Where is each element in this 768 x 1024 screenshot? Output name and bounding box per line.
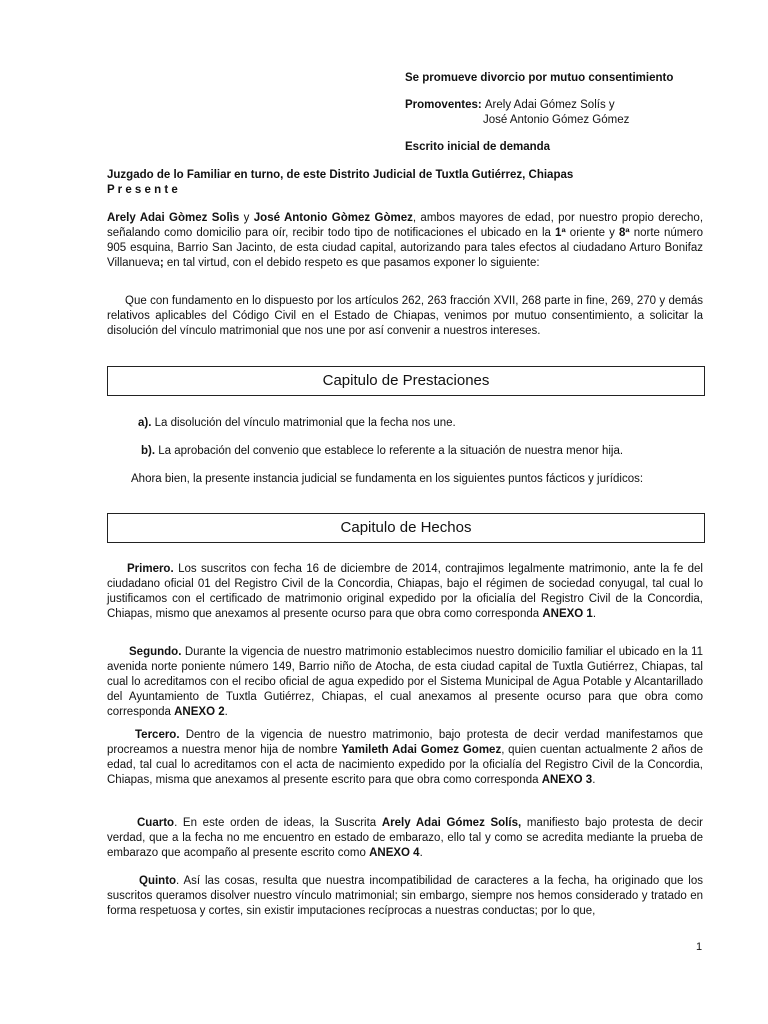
daughter-name: Yamileth Adai Gomez Gomez xyxy=(341,744,502,757)
prestacion-b xyxy=(141,445,623,457)
escrito-label: Escrito inicial de demanda xyxy=(405,141,551,153)
hecho-tercero: Tercero. Dentro de la vigencia de nuestro matrimonio, bajo protesta de decir verdad manifestamos que procreamos a nuestra menor hija de nombre Yamileth Adai Gomez Gomez, quien cuentan actualmente 2 años de edad, tal cual lo acreditamos con el acta de nacimiento expedido por la oficialía del Registro Civil de la Concordia, Chiapas, misma que anexamos al presente escrito para que obra como corresponda ANEXO 3. xyxy=(107,729,703,787)
promoventes-label: Promoventes: xyxy=(405,99,482,111)
prestaciones-heading: Capitulo de Prestaciones xyxy=(107,366,705,396)
hecho-primero: Primero. Los suscritos con fecha 16 de diciembre de 2014, contrajimos legalmente matrimonio, ante la fe del ciudadano oficial 01 del Registro Civil de la Concordia, Chiapas, bajo el régimen de sociedad conyugal, tal cual lo justificamos con el certificado de matrimonio original expedido por la oficialía del Registro Civil de la Concordia, Chiapas, mismo que anexamos al presente ocurso para que obra como corresponda ANEXO 1. xyxy=(107,563,703,621)
intro-addr-1: 1ª xyxy=(555,227,566,240)
court-name: Juzgado de lo Familiar en turno, de este Distrito Judicial de Tuxtla Gutiérrez, Chiapas xyxy=(107,169,574,181)
document-title: Se promueve divorcio por mutuo consentimiento xyxy=(405,72,674,84)
intro-semicolon: ; xyxy=(159,257,164,270)
promovente-2: José Antonio Gómez Gómez xyxy=(483,114,630,126)
hecho-segundo: Segundo. Durante la vigencia de nuestro matrimonio establecimos nuestro domicilio familiar el ubicado en la 11 avenida norte poniente número 149, Barrio niño de Atocha, de esta ciudad capital de Tuxtla Gutiérrez, Chiapas, tal cual lo acreditamos con el recibo oficial de agua expedido por el Sistema Municipal de Agua Potable y Alcantarillado del Ayuntamiento de Tuxtla Gutiérrez, Chiapas, el cual anexamos al presente ocurso para que obra como corresponda ANEXO 2. xyxy=(107,646,703,719)
hecho-primero-label: Primero. xyxy=(127,563,174,575)
hecho-cuarto-text-1: . En este orden de ideas, la Suscrita xyxy=(174,817,382,829)
promovente-1: Arely Adai Gómez Solís y xyxy=(484,99,615,111)
hecho-quinto-label: Quinto xyxy=(139,875,177,887)
hecho-cuarto-label: Cuarto xyxy=(137,817,175,829)
anexo-3: ANEXO 3 xyxy=(541,774,593,787)
hecho-quinto-text: . Así las cosas, resulta que nuestra incompatibilidad de caracteres a la fecha, ha originado que los suscritos queramos disolver nuestro vínculo matrimonial; sin embargo, siempre nos hemos considerado y tratado en forma respetuosa y cortes, sin existir imputaciones recíprocas a nuestras conductas; por lo que, xyxy=(107,875,703,918)
hecho-cuarto-text-2: manifiesto bajo protesta de decir verdad, que a la fecha no me encuentro en estado de embarazo, ello tal y como se acredita mediante la prueba de embarazo que acompaño al presente escrito como xyxy=(107,817,703,860)
hecho-segundo-label: Segundo. xyxy=(129,646,182,658)
hecho-tercero-text-2: , quien cuentan actualmente 2 años de edad, tal cual lo acreditamos con el acta de nacimiento expedido por la oficialía del Registro Civil de la Concordia, Chiapas, misma que anexamos al presente escrito para que obra como corresponda xyxy=(107,744,703,787)
intro-text-4: en tal virtud, con el debido respeto es que pasamos exponer lo siguiente: xyxy=(163,257,540,270)
prestacion-b-label: b). xyxy=(141,445,156,457)
hecho-quinto xyxy=(107,874,703,919)
anexo-1: ANEXO 1 xyxy=(542,608,593,621)
hecho-segundo-text: Durante la vigencia de nuestro matrimonio establecimos nuestro domicilio familiar el ubicado en la 11 avenida norte poniente número 149, Barrio niño de Atocha, de esta ciudad capital de Tuxtla Gutiérrez, Chiapas, tal cual lo acreditamos con el recibo oficial de agua expedido por el Sistema Municipal de Agua Potable y Alcantarillado del Ayuntamiento de Tuxtla Gutiérrez, Chiapas, el cual anexamos al presente ocurso para que obra como corresponda xyxy=(107,646,703,719)
intro-text-1: , ambos mayores de edad, por nuestro propio derecho, señalando como domicilio para oír, recibir todo tipo de notificaciones el ubicado en la xyxy=(107,212,704,240)
name-arely: Arely Adai Gòmez Solìs xyxy=(107,212,240,224)
anexo-2: ANEXO 2 xyxy=(174,706,225,719)
fundamento-paragraph: Que con fundamento en lo dispuesto por los artículos 262, 263 fracción XVII, 268 parte in fine, 269, 270 y demás relativos aplicables del Código Civil en el Estado de Chiapas, venimos por mutuo consentimiento, a solicitar la disolución del vínculo matrimonial que nos une por así convenir a nuestros intereses. xyxy=(107,295,703,338)
hechos-heading: Capitulo de Hechos xyxy=(107,513,705,543)
hecho-tercero-label: Tercero. xyxy=(135,729,180,741)
intro-addr-2: 8ª xyxy=(618,227,630,240)
prestacion-a-text: La disolución del vínculo matrimonial que la fecha nos une. xyxy=(151,417,456,429)
hecho-tercero-text-1: Dentro de la vigencia de nuestro matrimonio, bajo protesta de decir verdad manifestamos que procreamos a nuestra menor hija de nombre xyxy=(107,729,703,757)
suscrita-name: Arely Adai Gómez Solís, xyxy=(381,817,522,829)
intro-y: y xyxy=(239,212,254,224)
name-jose: José Antonio Gòmez Gòmez xyxy=(253,212,413,224)
intro-text-2: oriente y xyxy=(565,227,619,240)
prestacion-a xyxy=(138,417,456,429)
hecho-cuarto: Cuarto. En este orden de ideas, la Suscrita Arely Adai Gómez Solís, manifiesto bajo protesta de decir verdad, que a la fecha no me encuentro en estado de embarazo, ello tal y como se acredita mediante la prueba de embarazo que acompaño al presente escrito como ANEXO 4. xyxy=(107,817,703,860)
ahora-bien-paragraph: Ahora bien, la presente instancia judicial se fundamenta en los siguientes puntos fácticos y jurídicos: xyxy=(131,473,644,485)
intro-text-3: norte número 905 esquina, Barrio San Jacinto, de esta ciudad capital, autorizando para tales efectos al ciudadano Arturo Bonifaz Villanueva xyxy=(107,227,704,270)
promoventes-line xyxy=(405,99,615,111)
presente: P r e s e n t e xyxy=(107,184,178,196)
intro-paragraph xyxy=(107,211,703,271)
page-number: 1 xyxy=(696,941,703,953)
anexo-4: ANEXO 4 xyxy=(369,847,420,860)
hecho-primero-text: Los suscritos con fecha 16 de diciembre de 2014, contrajimos legalmente matrimonio, ante la fe del ciudadano oficial 01 del Registro Civil de la Concordia, Chiapas, bajo el régimen de sociedad conyugal, tal cual lo justificamos con el certificado de matrimonio original expedido por la oficialía del Registro Civil de la Concordia, Chiapas, mismo que anexamos al presente ocurso para que obra como corresponda xyxy=(107,563,703,621)
prestacion-b-text: La aprobación del convenio que establece lo referente a la situación de nuestra menor hija. xyxy=(155,445,624,457)
prestacion-a-label: a). xyxy=(138,417,152,429)
